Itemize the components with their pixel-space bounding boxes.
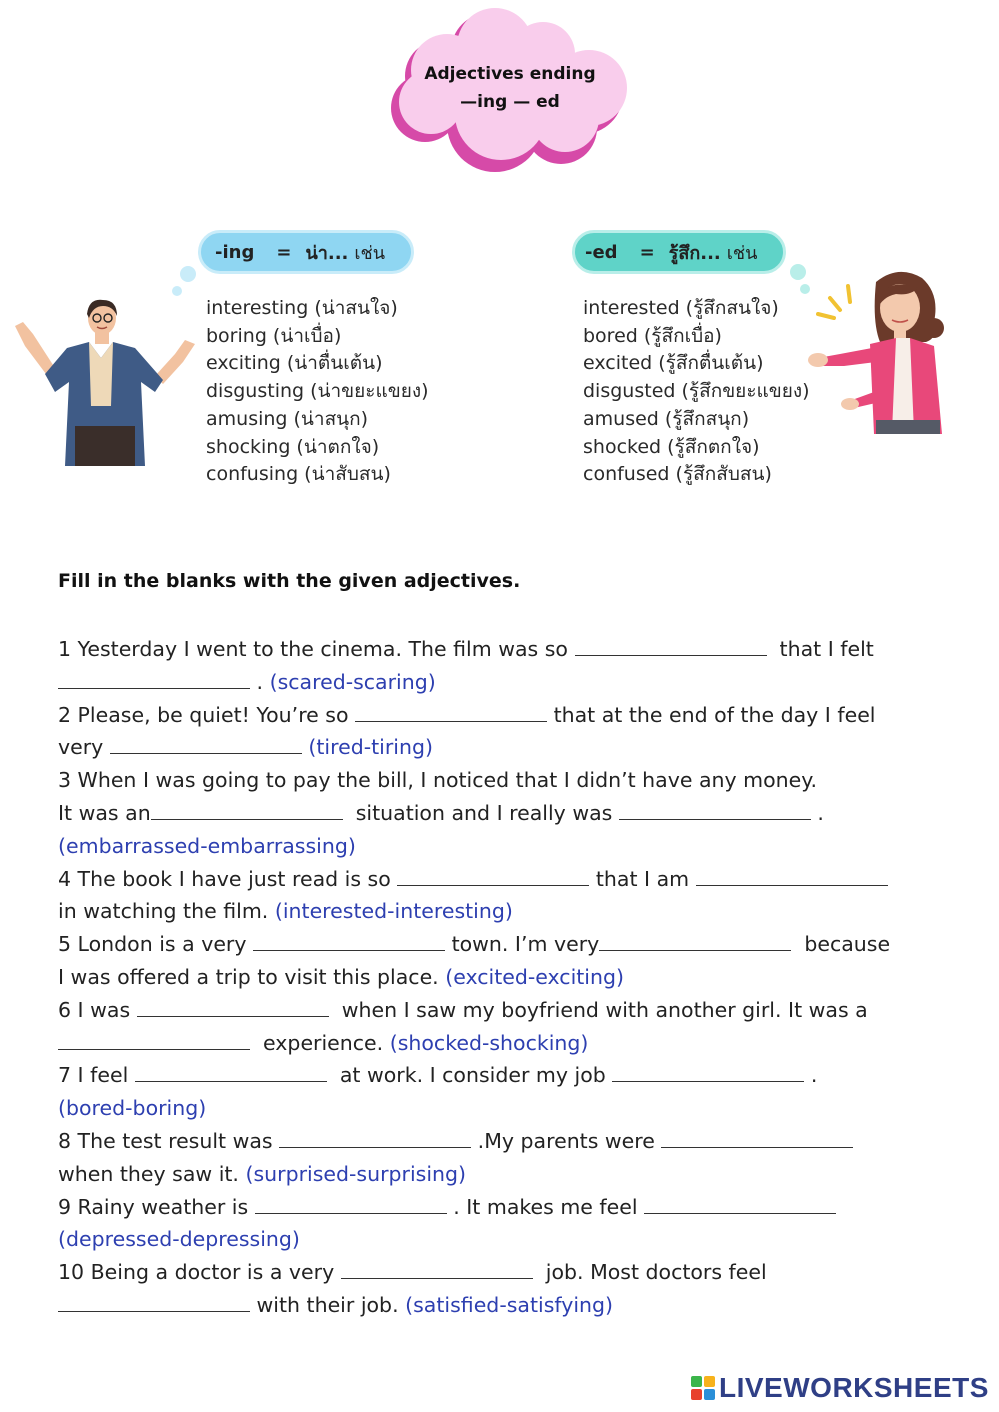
answer-blank-5a[interactable] [253,932,445,951]
ing-word-list [206,295,429,489]
exercise-hint: (bored-boring) [58,1096,207,1121]
ing-meaning: น่า... [305,242,349,264]
ing-rule-bubble [198,230,414,274]
exercise-6-line-2 [58,1027,978,1060]
list-item: excited (รู้สึกตื่นเต้น) [583,352,764,375]
answer-blank-4b[interactable] [696,867,888,886]
exercise-3-line-1 [58,764,978,797]
list-item: interesting (น่าสนใจ) [206,297,398,319]
exercise-5-line-1 [58,928,978,961]
answer-blank-3b[interactable] [619,801,811,820]
exercise-text: I was offered a trip to visit this place. [58,964,439,989]
exercise-text: that I am [595,866,690,891]
exercise-text: when they saw it. [58,1161,239,1186]
answer-blank-2a[interactable] [355,703,547,722]
exercise-1-line-1 [58,633,978,666]
exercise-10-line-2 [58,1289,978,1322]
list-item: shocking (น่าตกใจ) [206,435,380,458]
exercise-text: with their job. [256,1292,399,1317]
list-item: interested (รู้สึกสนใจ) [583,297,779,319]
exercise-5-line-2 [58,961,978,994]
ing-suffix: -ing [215,241,255,263]
worksheet-title [400,60,620,116]
exercise-text: . [256,669,264,694]
exercise-text: experience. [263,1030,384,1055]
exercise-hint: (satisfied-satisfying) [405,1292,614,1317]
exercise-hint: (surprised-surprising) [245,1161,467,1186]
exercise-text: situation and I really was [355,800,613,825]
exercise-list [58,633,978,1322]
exercise-4-line-1 [58,863,978,896]
answer-blank-10a[interactable] [341,1260,533,1279]
ed-word-list [583,295,810,489]
exercise-7-line-2 [58,1092,978,1125]
answer-blank-3a[interactable] [151,801,343,820]
exercise-2-line-1 [58,699,978,732]
man-illustration [5,296,205,466]
list-item: confusing (น่าสับสน) [206,463,391,486]
instruction-heading: Fill in the blanks with the given adjectives. [58,570,521,592]
exercise-6-line-1 [58,994,978,1027]
exercise-text: . [810,1063,818,1088]
exercise-9-line-1 [58,1191,978,1224]
exercise-text: at work. I consider my job [339,1063,606,1088]
ing-equals: = [276,241,292,263]
answer-blank-7b[interactable] [612,1063,804,1082]
list-item: bored (รู้สึกเบื่อ) [583,324,722,347]
exercise-hint: (excited-exciting) [445,964,625,989]
exercise-text: when I saw my boyfriend with another girl. It was a [341,997,868,1022]
ing-example-label: เช่น [354,242,386,264]
exercise-9-line-2 [58,1223,978,1256]
answer-blank-7a[interactable] [135,1063,327,1082]
exercise-3-line-2 [58,797,978,830]
exercise-text: 4 The book I have just read is so [58,866,391,891]
list-item: exciting (น่าตื่นเต้น) [206,352,383,375]
exercise-text: in watching the film. [58,899,269,924]
exercise-hint: (tired-tiring) [308,735,433,760]
answer-blank-1b[interactable] [58,670,250,689]
ed-rule-bubble [572,230,786,274]
answer-blank-2b[interactable] [110,735,302,754]
liveworksheets-brand-text: LIVEWORKSHEETS [719,1372,989,1403]
liveworksheets-logo[interactable] [691,1371,989,1405]
title-line-1: Adjectives ending [424,64,596,84]
list-item: disgusting (น่าขยะแขยง) [206,380,429,403]
exercise-4-line-2 [58,895,978,928]
ed-meaning: รู้สึก... [668,242,721,264]
exercise-hint: (interested-interesting) [274,899,513,924]
answer-blank-9a[interactable] [255,1195,447,1214]
sparkle-icon [818,286,850,318]
answer-blank-6b[interactable] [58,1031,250,1050]
exercise-text: job. Most doctors feel [545,1260,767,1285]
ed-example-label: เช่น [726,242,758,264]
exercise-text: that I felt [779,637,874,661]
list-item: disgusted (รู้สึกขยะแขยง) [583,380,810,403]
exercise-text: . [817,800,824,825]
ed-equals: = [639,241,655,263]
exercise-8-line-1 [58,1125,978,1158]
list-item: shocked (รู้สึกตกใจ) [583,435,760,458]
woman-illustration [800,262,980,442]
ing-bubble-tail-dot [172,286,182,296]
answer-blank-5b[interactable] [599,932,791,951]
list-item: amused (รู้สึกสนุก) [583,407,750,430]
exercise-8-line-2 [58,1158,978,1191]
exercise-2-line-2 [58,731,978,764]
answer-blank-1a[interactable] [575,637,767,656]
exercise-text: 8 The test result was [58,1128,273,1153]
exercise-text: 9 Rainy weather is [58,1194,249,1219]
answer-blank-8b[interactable] [661,1129,853,1148]
exercise-text: 6 I was [58,997,131,1022]
exercise-10-line-1 [58,1256,978,1289]
liveworksheets-logo-icon [691,1376,715,1400]
exercise-text: 7 I feel [58,1063,129,1088]
list-item: amusing (น่าสนุก) [206,407,369,430]
exercise-text: .My parents were [477,1128,655,1153]
exercise-hint: (depressed-depressing) [58,1227,300,1252]
exercise-text: 2 Please, be quiet! You’re so [58,702,349,727]
answer-blank-6a[interactable] [137,998,329,1017]
exercise-text: . It makes me feel [453,1194,638,1219]
exercise-7-line-1 [58,1059,978,1092]
exercise-hint: (scared-scaring) [269,669,436,694]
exercise-text: 1 Yesterday I went to the cinema. The film was so [58,637,568,661]
answer-blank-4a[interactable] [397,867,589,886]
ing-bubble-tail-dot [180,266,196,282]
answer-blank-8a[interactable] [279,1129,471,1148]
list-item: confused (รู้สึกสับสน) [583,463,772,486]
answer-blank-10b[interactable] [58,1293,250,1312]
exercise-3-line-3 [58,830,978,863]
exercise-text: that at the end of the day I feel [553,702,876,727]
answer-blank-9b[interactable] [644,1195,836,1214]
exercise-1-line-2 [58,666,978,699]
exercise-text: 3 When I was going to pay the bill, I noticed that I didn’t have any money. [58,768,818,793]
exercise-text: very [58,735,104,760]
exercise-text: 5 London is a very [58,932,247,957]
ed-suffix: -ed [585,241,618,263]
exercise-text: 10 Being a doctor is a very [58,1260,335,1285]
exercise-text: town. I’m very [451,932,600,957]
exercise-text: It was an [58,800,151,825]
list-item: boring (น่าเบื่อ) [206,324,342,347]
exercise-hint: (embarrassed-embarrassing) [58,833,356,858]
exercise-text: because [804,932,891,957]
exercise-hint: (shocked-shocking) [389,1030,589,1055]
title-line-2: —ing — ed [460,92,560,112]
